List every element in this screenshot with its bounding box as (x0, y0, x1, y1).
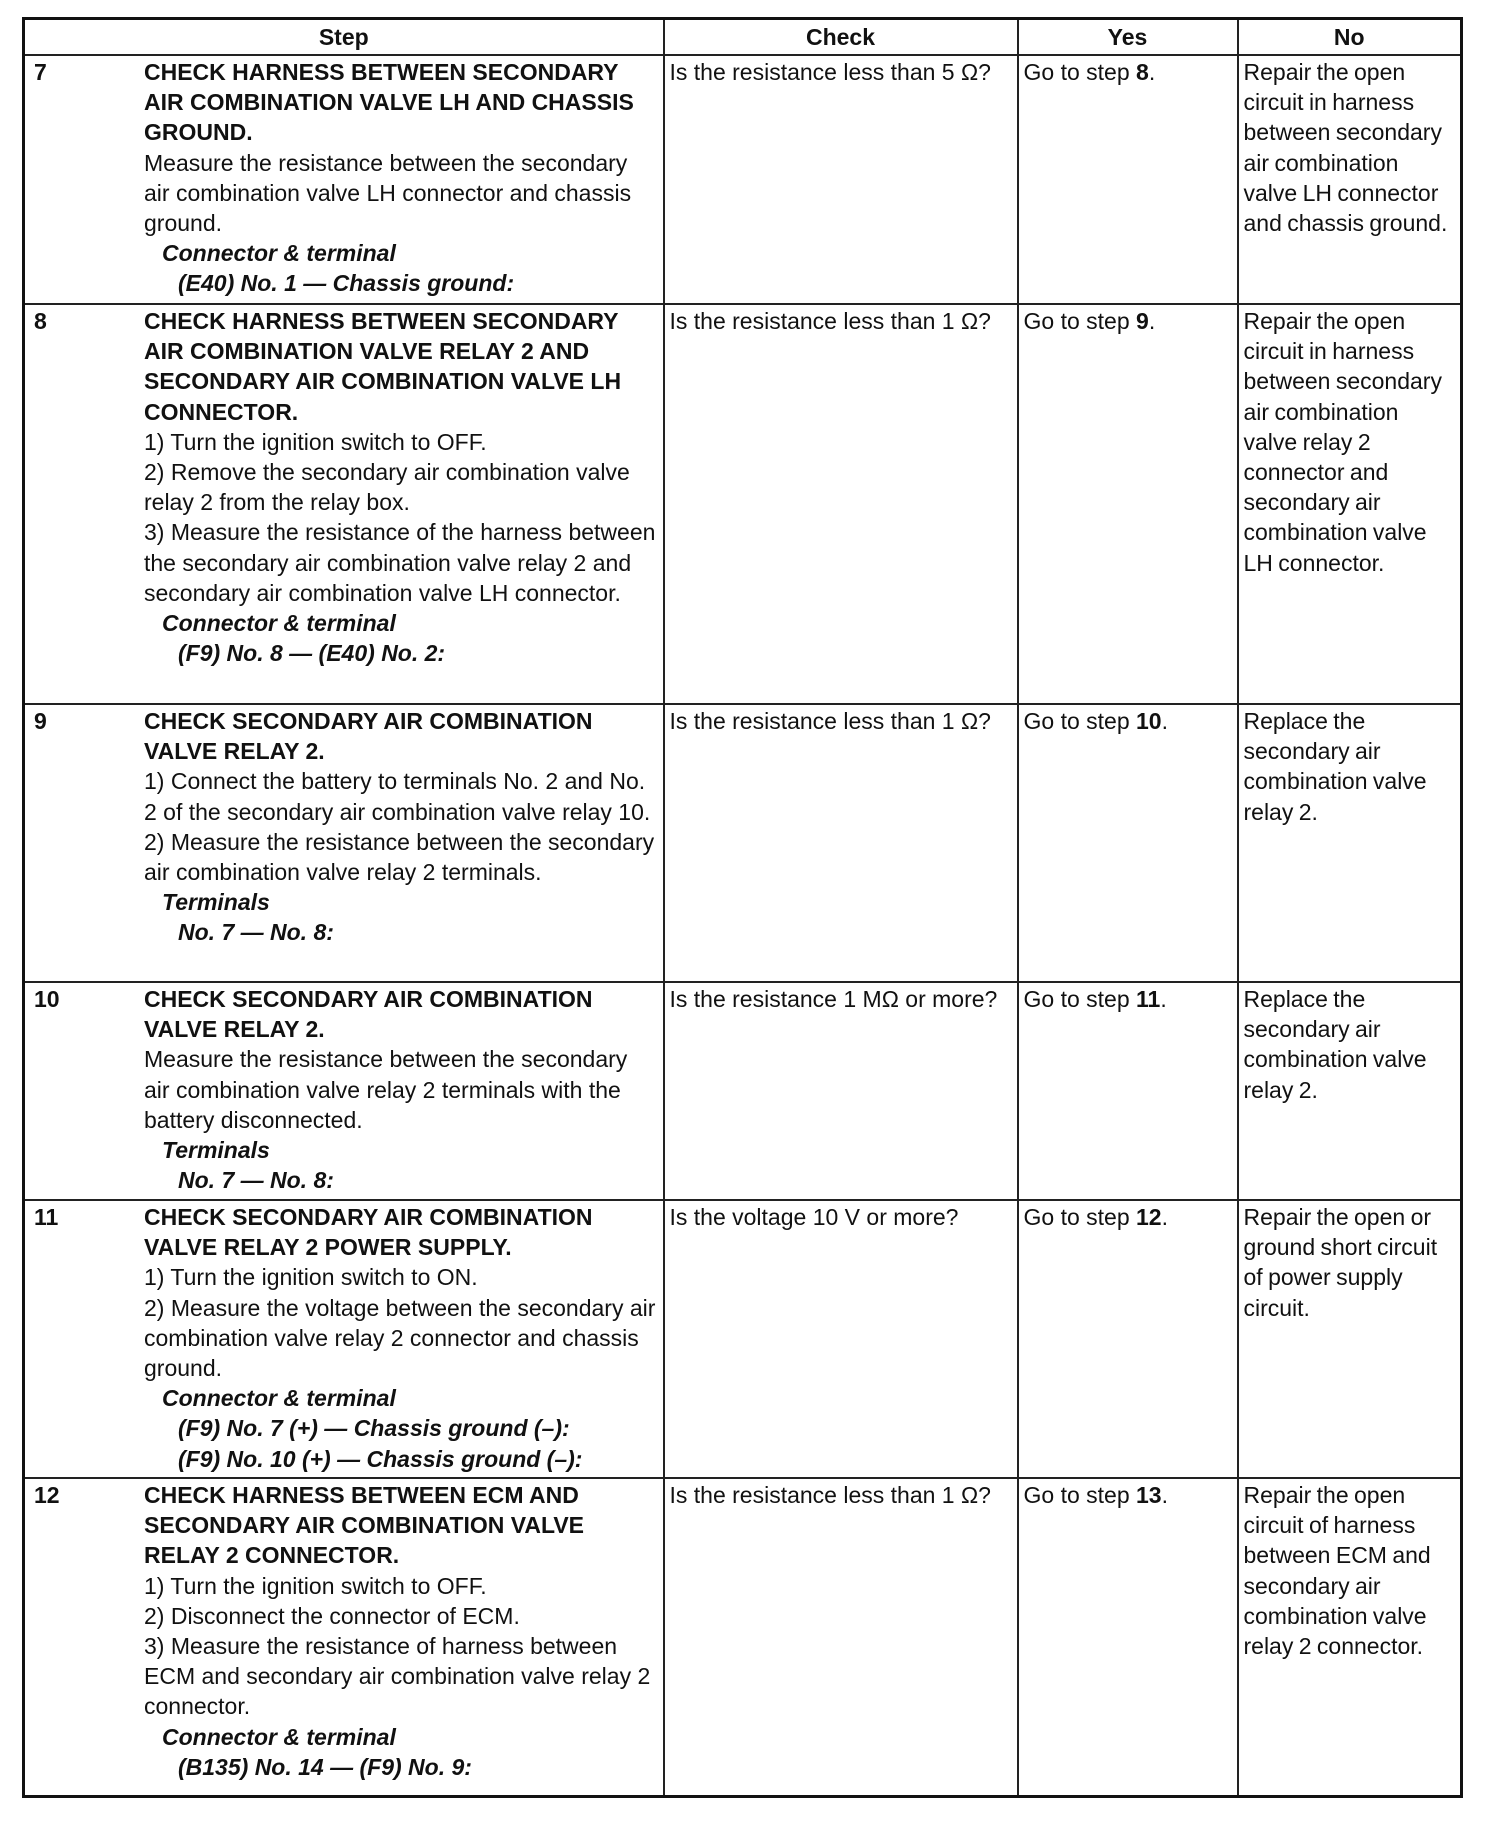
step-number-column (30, 984, 144, 1195)
spec-label: Terminals (162, 1137, 270, 1164)
step-title: CHECK HARNESS BETWEEN SECONDARY AIR COMBINATION VALVE RELAY 2 AND SECONDARY AIR COMBINATION VALVE LH CONNECTOR. (144, 308, 622, 425)
yes-step-number: 12 (1136, 1204, 1162, 1230)
step-cell (24, 55, 664, 304)
step-instruction: 1) Turn the ignition switch to OFF. (144, 428, 487, 455)
spec-value: No. 7 — No. 8: (178, 919, 334, 946)
step-content (30, 984, 659, 1195)
step-body (144, 1480, 659, 1782)
spec-label: Connector & terminal (162, 610, 396, 637)
step-number: 7 (34, 59, 47, 85)
yes-suffix: . (1161, 1482, 1168, 1508)
step-cell (24, 982, 664, 1200)
check-cell: Is the resistance less than 5 Ω? (664, 55, 1018, 304)
step-title: CHECK SECONDARY AIR COMBINATION VALVE RELAY 2 POWER SUPPLY. (144, 1204, 593, 1261)
step-body (144, 57, 659, 299)
yes-prefix: Go to step (1023, 308, 1137, 334)
step-instruction: 1) Turn the ignition switch to ON. (144, 1264, 478, 1291)
table-row (24, 55, 1462, 304)
yes-prefix: Go to step (1023, 59, 1137, 85)
spec-label: Connector & terminal (162, 1723, 396, 1750)
check-cell: Is the resistance less than 1 Ω? (664, 1478, 1018, 1796)
yes-cell (1018, 982, 1238, 1200)
step-number-column (30, 57, 144, 299)
yes-suffix: . (1148, 59, 1156, 85)
yes-prefix: Go to step (1023, 1204, 1137, 1230)
yes-suffix: . (1148, 308, 1156, 334)
step-content (30, 57, 659, 299)
yes-step-number: 11 (1136, 986, 1161, 1012)
step-body (144, 706, 659, 948)
yes-prefix: Go to step (1023, 708, 1137, 734)
no-cell: Repair the open circuit in harness between secondary air combination valve LH connector and chassis ground. (1238, 55, 1462, 304)
step-instruction: Measure the resistance between the secondary air combination valve relay 2 terminals with the battery disconnected. (144, 1046, 628, 1133)
table-row (24, 304, 1462, 704)
spec-value: No. 7 — No. 8: (178, 1167, 334, 1194)
table-header-row (24, 19, 1462, 56)
step-body (144, 984, 659, 1195)
no-cell: Repair the open circuit in harness between secondary air combination valve relay 2 connector and secondary air combination valve LH connector. (1238, 304, 1462, 704)
step-number-column (30, 1202, 144, 1474)
header-yes: Yes (1018, 19, 1238, 56)
table-row (24, 1478, 1462, 1796)
check-cell: Is the voltage 10 V or more? (664, 1200, 1018, 1478)
yes-suffix: . (1161, 708, 1168, 734)
step-title: CHECK SECONDARY AIR COMBINATION VALVE RELAY 2. (144, 708, 593, 765)
yes-prefix: Go to step (1023, 1482, 1137, 1508)
no-cell: Repair the open or ground short circuit of power supply circuit. (1238, 1200, 1462, 1478)
check-cell: Is the resistance 1 MΩ or more? (664, 982, 1018, 1200)
step-content (30, 1202, 659, 1474)
step-body (144, 1202, 659, 1474)
header-step: Step (24, 19, 664, 56)
diagnostic-table-sheet (22, 17, 1463, 1798)
yes-cell (1018, 55, 1238, 304)
spec-value: (F9) No. 7 (+) — Chassis ground (–): (178, 1415, 570, 1442)
step-cell (24, 704, 664, 982)
step-instruction: 2) Measure the resistance between the secondary air combination valve relay 2 terminals. (144, 828, 655, 886)
yes-cell (1018, 704, 1238, 982)
table-row (24, 982, 1462, 1200)
step-number: 11 (34, 1204, 59, 1230)
no-cell: Repair the open circuit of harness between ECM and secondary air combination valve relay 2 connector. (1238, 1478, 1462, 1796)
spec-label: Connector & terminal (162, 240, 396, 267)
no-cell: Replace the secondary air combination valve relay 2. (1238, 982, 1462, 1200)
step-instruction: 2) Disconnect the connector of ECM. (144, 1602, 520, 1629)
step-content (30, 1480, 659, 1782)
yes-step-number: 13 (1136, 1482, 1162, 1508)
step-number-column (30, 306, 144, 668)
spec-value: (F9) No. 8 — (E40) No. 2: (178, 640, 446, 667)
step-instruction: 2) Remove the secondary air combination valve relay 2 from the relay box. (144, 459, 630, 516)
step-content (30, 706, 659, 948)
step-number-column (30, 1480, 144, 1782)
step-title: CHECK SECONDARY AIR COMBINATION VALVE RELAY 2. (144, 986, 593, 1043)
step-title: CHECK HARNESS BETWEEN ECM AND SECONDARY AIR COMBINATION VALVE RELAY 2 CONNECTOR. (144, 1482, 584, 1569)
step-instruction: 3) Measure the resistance of harness between ECM and secondary air combination valve relay 2 connector. (144, 1633, 651, 1720)
check-cell: Is the resistance less than 1 Ω? (664, 304, 1018, 704)
yes-cell (1018, 1200, 1238, 1478)
step-instruction: Measure the resistance between the secondary air combination valve LH connector and chassis ground. (144, 149, 632, 237)
check-cell: Is the resistance less than 1 Ω? (664, 704, 1018, 982)
step-number: 12 (34, 1482, 60, 1508)
step-instruction: 2) Measure the voltage between the secondary air combination valve relay 2 connector and chassis ground. (144, 1294, 656, 1382)
table-row (24, 704, 1462, 982)
header-check: Check (664, 19, 1018, 56)
step-title: CHECK HARNESS BETWEEN SECONDARY AIR COMBINATION VALVE LH AND CHASSIS GROUND. (144, 59, 634, 146)
step-number-column (30, 706, 144, 948)
step-instruction: 3) Measure the resistance of the harness between the secondary air combination valve relay 2 and secondary air combination valve LH connector. (144, 519, 656, 606)
yes-cell (1018, 304, 1238, 704)
yes-step-number: 10 (1136, 708, 1162, 734)
spec-value: (E40) No. 1 — Chassis ground: (178, 270, 515, 297)
step-number: 8 (34, 308, 47, 334)
yes-step-number: 8 (1136, 59, 1149, 85)
header-no: No (1238, 19, 1462, 56)
yes-cell (1018, 1478, 1238, 1796)
yes-suffix: . (1160, 986, 1167, 1012)
spec-value: (B135) No. 14 — (F9) No. 9: (178, 1753, 472, 1780)
step-instruction: 1) Connect the battery to terminals No. 2 and No. 2 of the secondary air combination valve relay 10. (144, 768, 651, 825)
step-cell (24, 1478, 664, 1796)
step-cell (24, 304, 664, 704)
step-number: 10 (34, 986, 60, 1012)
no-cell: Replace the secondary air combination valve relay 2. (1238, 704, 1462, 982)
spec-label: Terminals (162, 889, 270, 916)
spec-label: Connector & terminal (162, 1385, 396, 1412)
spec-value: (F9) No. 10 (+) — Chassis ground (–): (178, 1445, 583, 1472)
table-row (24, 1200, 1462, 1478)
step-cell (24, 1200, 664, 1478)
yes-prefix: Go to step (1023, 986, 1137, 1012)
table-body (24, 55, 1462, 1796)
diagnostic-table (22, 17, 1463, 1798)
yes-step-number: 9 (1136, 308, 1149, 334)
step-instruction: 1) Turn the ignition switch to OFF. (144, 1572, 487, 1599)
yes-suffix: . (1161, 1204, 1168, 1230)
step-body (144, 306, 659, 668)
step-content (30, 306, 659, 668)
step-number: 9 (34, 708, 47, 734)
